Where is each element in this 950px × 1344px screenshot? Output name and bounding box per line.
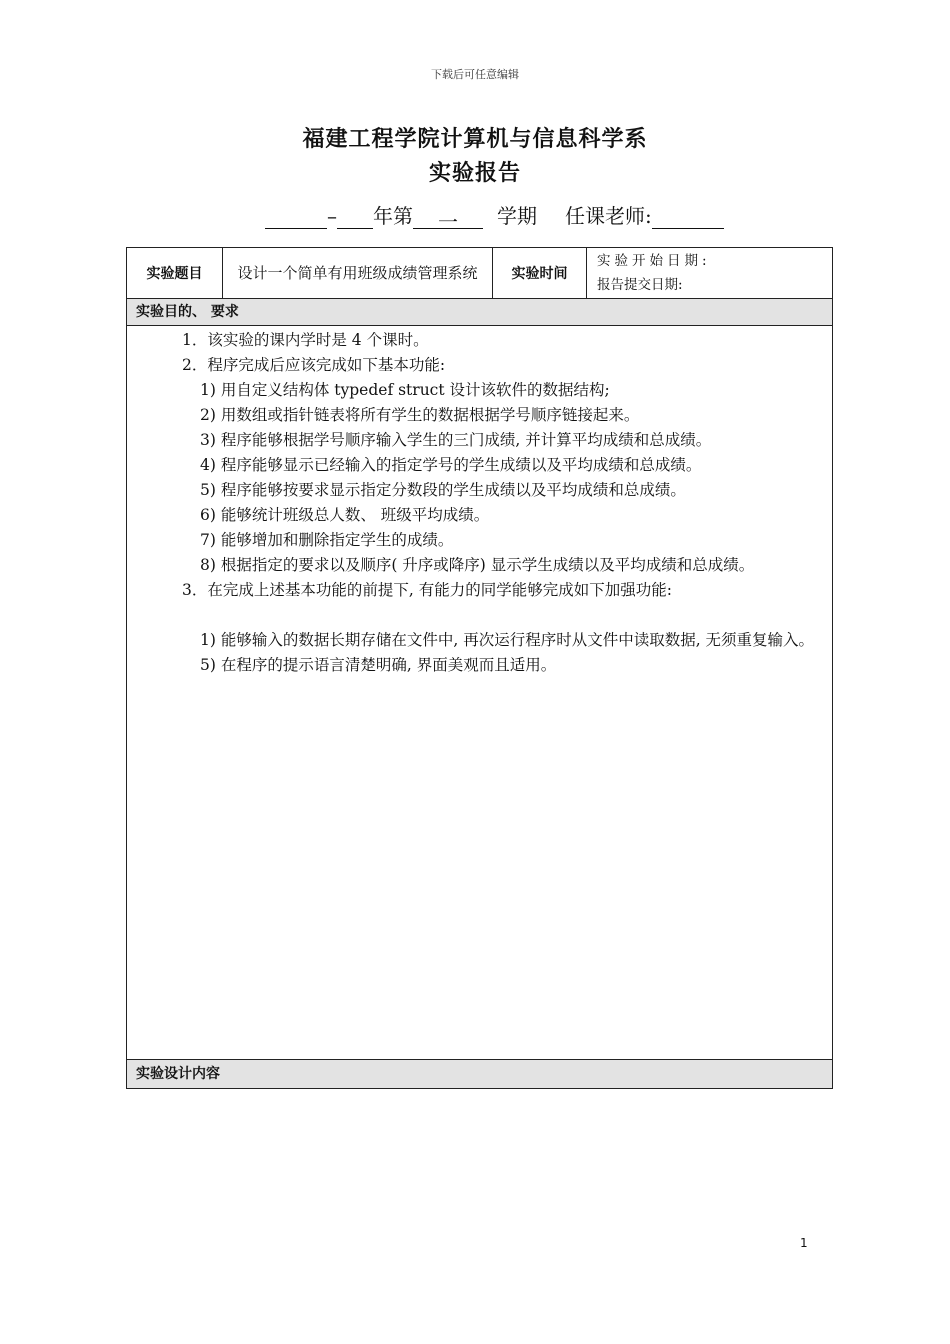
report-title: 实验报告 (428, 161, 521, 186)
requirements-content (127, 326, 832, 1059)
teacher-blank[interactable] (652, 206, 724, 229)
start-date-label: 实验开始日期: (597, 253, 711, 269)
design-heading: 实验设计内容 (127, 1059, 832, 1088)
requirement-line: 7) 能够增加和删除指定学生的成绩。 (200, 531, 454, 549)
requirement-line: 1) 用自定义结构体 typedef struct 设计该软件的数据结构; (200, 381, 610, 399)
semester-line (265, 200, 724, 234)
requirement-line: 6) 能够统计班级总人数、 班级平均成绩。 (200, 506, 490, 524)
report-table (126, 247, 833, 1089)
topic-value: 设计一个简单有用班级成绩管理系统 (223, 248, 493, 298)
requirement-line: 8) 根据指定的要求以及顺序( 升序或降序) 显示学生成绩以及平均成绩和总成绩。 (200, 556, 755, 574)
header-note: 下载后可任意编辑 (431, 68, 519, 81)
topic-row (127, 248, 832, 299)
requirement-line: 3) 程序能够根据学号顺序输入学生的三门成绩, 并计算平均成绩和总成绩。 (200, 431, 712, 449)
topic-label: 实验题目 (127, 248, 223, 298)
year-label: 年第 (373, 204, 413, 228)
page-number: 1 (800, 1236, 808, 1250)
term-label: 学期 (497, 204, 537, 228)
requirement-line: 5) 程序能够按要求显示指定分数段的学生成绩以及平均成绩和总成绩。 (200, 481, 686, 499)
department-title: 福建工程学院计算机与信息科学系 (302, 127, 648, 152)
requirement-line: 1．该实验的课内学时是 4 个课时。 (182, 331, 429, 349)
year-start-blank[interactable] (265, 206, 327, 229)
requirement-line: 4) 程序能够显示已经输入的指定学号的学生成绩以及平均成绩和总成绩。 (200, 456, 702, 474)
teacher-label: 任课老师: (565, 204, 652, 228)
requirement-line: 5) 在程序的提示语言清楚明确, 界面美观而且适用。 (200, 656, 557, 674)
blank-line (136, 603, 824, 628)
requirement-line: 2．程序完成后应该完成如下基本功能: (182, 356, 446, 374)
term-blank[interactable]: 一 (413, 206, 483, 229)
date-cell (587, 248, 832, 298)
submit-date-label: 报告提交日期: (597, 277, 683, 293)
requirement-line: 1) 能够输入的数据长期存储在文件中, 再次运行程序时从文件中读取数据, 无须重复输入。 (200, 631, 815, 649)
purpose-heading: 实验目的、 要求 (127, 299, 832, 326)
requirement-line: 2) 用数组或指针链表将所有学生的数据根据学号顺序链接起来。 (200, 406, 640, 424)
year-end-blank[interactable] (337, 206, 373, 229)
year-dash: – (327, 204, 337, 228)
time-label: 实验时间 (493, 248, 587, 298)
requirement-line: 3．在完成上述基本功能的前提下, 有能力的同学能够完成如下加强功能: (182, 581, 672, 599)
